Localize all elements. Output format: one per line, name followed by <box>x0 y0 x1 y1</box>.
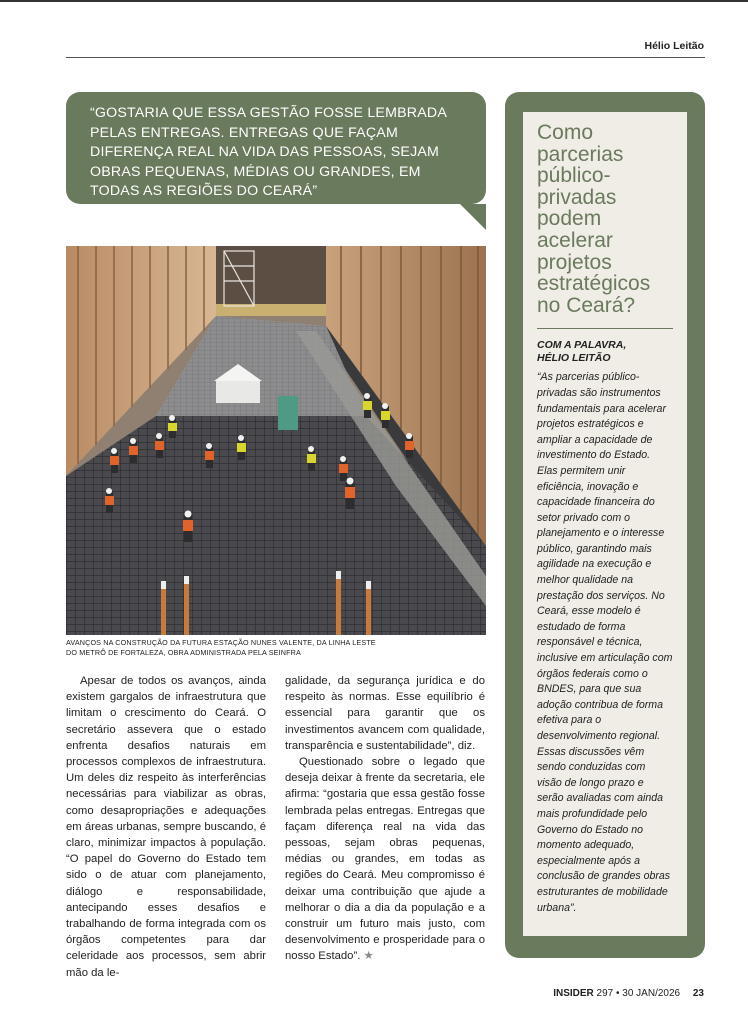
end-mark-icon: ★ <box>363 950 374 963</box>
sidebar-body: “As parcerias público-privadas são instrumentos fundamentais para acelerar projetos estratégicos e ampliar a capacidade de investimento do Estado. Elas permitem unir eficiência, inovação e capacidade financeira do setor privado com o planejamento e o interesse público, garantindo mais agilidade na execução e melhor qualidade na prestação dos serviços. No Ceará, esse modelo é estudado de forma responsável e técnica, inclusive em articulação com órgãos federais como o BNDES, para que sua adoção contribua de forma efetiva para o desenvolvimento regional. Essas discussões vêm sendo conduzidas com visão de longo prazo e serão avaliadas com ainda mais profundidade pelo Governo do Estado no momento adequado, especialmente após a conclusão de grandes obras estruturantes de mobilidade urbana”. <box>537 371 673 914</box>
sidebar-kicker <box>537 339 673 365</box>
photo-caption-line-2: DO METRÔ DE FORTALEZA, OBRA ADMINISTRADA PELA SEINFRA <box>66 648 301 657</box>
page-number: 23 <box>692 988 704 999</box>
article-paragraph-2 <box>285 754 485 965</box>
footer-brand: INSIDER <box>553 988 594 999</box>
construction-photo <box>66 246 486 635</box>
pull-quote-text: “GOSTARIA QUE ESSA GESTÃO FOSSE LEMBRADA PELAS ENTREGAS. ENTREGAS QUE FAÇAM DIFERENÇA REAL NA VIDA DAS PESSOAS, SEJAM OBRAS PEQUENAS, MÉDIAS OU GRANDES, EM TODAS AS REGIÕES DO CEARÁ” <box>90 105 447 199</box>
article-paragraph-1: Apesar de todos os avanços, ainda existem gargalos de infraestrutura que limitam o crescimento do Ceará. O secretário assevera que o estado enfrenta desafios naturais em processos complexos de infraestrutura. Um deles diz respeito às interferências necessárias para viabilizar as obras, como desapropriações e adequações em áreas urbanas, sempre buscando, é claro, minimizar impactos à população. “O papel do Governo do Estado tem sido o de atuar com planejamento, diálogo e responsabilidade, antecipando esses desafios e trabalhando de forma integrada com os órgãos competentes para dar celeridade aos processos, sem abrir mão da le- <box>66 675 266 979</box>
sidebar-inner-panel <box>523 112 687 936</box>
top-border <box>0 0 748 2</box>
photo-caption <box>66 638 486 658</box>
photo-caption-line-1: AVANÇOS NA CONSTRUÇÃO DA FUTURA ESTAÇÃO NUNES VALENTE, DA LINHA LESTE <box>66 638 376 647</box>
sidebar-kicker-line-2: HÉLIO LEITÃO <box>537 352 611 365</box>
pull-quote-tail <box>460 204 486 230</box>
sidebar-box <box>505 92 705 958</box>
article-column-2 <box>285 673 485 965</box>
footer-issue: 297 • 30 JAN/2026 <box>596 988 681 999</box>
construction-site-illustration <box>66 246 486 635</box>
header-rule <box>66 57 705 58</box>
article-paragraph-2-text: Questionado sobre o legado que deseja deixar à frente da secretaria, ele afirma: “gostaria que essa gestão fosse lembrada pelas entregas. Entregas que façam diferença real na vida das pessoas, sejam obras pequenas, médias ou grandes, em todas as regiões do Ceará. Meu compromisso é deixar uma contribuição que ajude a melhorar o dia a dia da população e a construir um futuro mais justo, com desenvolvimento e prosperidade para o nosso Estado”. <box>285 756 485 963</box>
sidebar-kicker-line-1: COM A PALAVRA, <box>537 339 627 352</box>
article-column-1 <box>66 673 266 981</box>
page-footer <box>553 988 704 999</box>
article-paragraph-1-continued: galidade, da segurança jurídica e do respeito às normas. Esse equilíbrio é essencial para garantir que os investimentos avancem com qualidade, transparência e sustentabilidade”, diz. <box>285 675 485 752</box>
sidebar-title: Como parcerias público-privadas podem acelerar projetos estratégicos no Ceará? <box>537 121 651 317</box>
sidebar-rule <box>537 328 673 329</box>
pull-quote-bubble <box>66 92 486 204</box>
running-head-author: Hélio Leitão <box>644 40 704 52</box>
